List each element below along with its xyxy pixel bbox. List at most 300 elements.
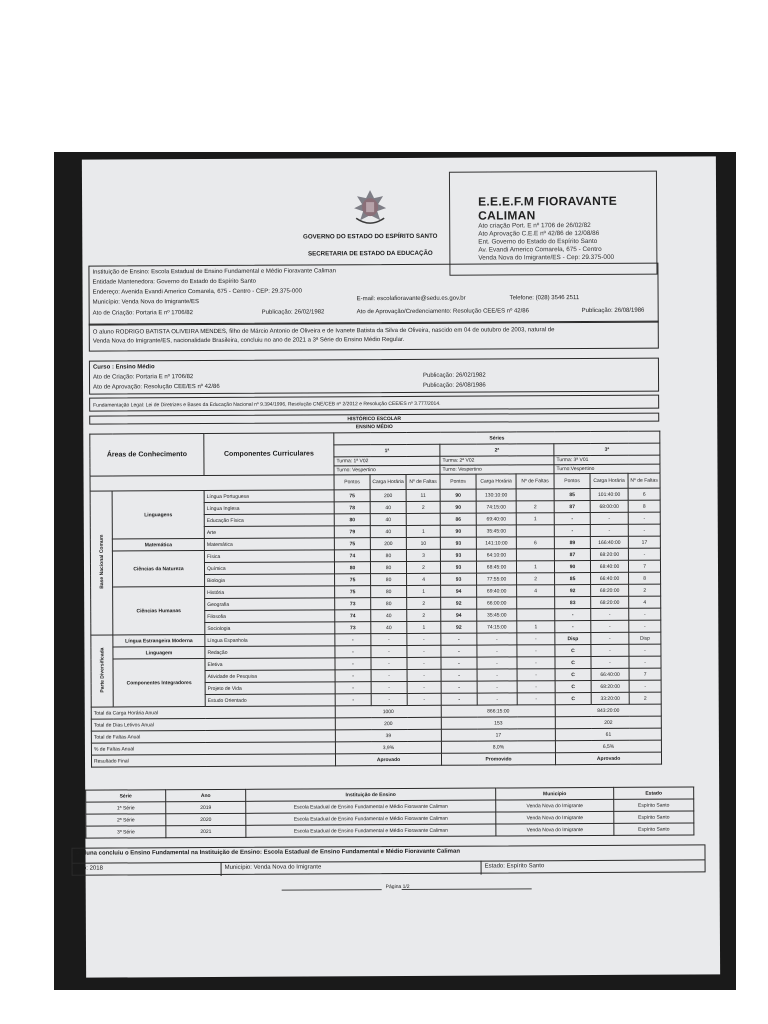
grade-cell — [517, 597, 555, 609]
institution-line: Município: Venda Nova do Imigrante/ES — [92, 299, 200, 306]
grade-cell: - — [517, 657, 555, 669]
legal-box — [89, 395, 659, 412]
divider — [221, 862, 222, 876]
component-name: História — [205, 586, 335, 599]
grade-cell: 80 — [334, 562, 370, 574]
base-nacional-label — [90, 491, 113, 635]
faltas-header: Nº de Faltas — [628, 473, 660, 488]
turno-label: Turno: Vespertino — [334, 465, 440, 475]
component-name: Educação Física — [204, 514, 334, 527]
history-cell-inst: Escola Estadual de Ensino Fundamental e Médio Fioravante Caliman — [246, 812, 496, 825]
course-box — [89, 358, 659, 395]
grade-cell: - — [629, 620, 661, 632]
signature-line — [282, 889, 382, 891]
grade-cell: 10 — [406, 537, 440, 549]
series-header: Séries — [334, 431, 660, 445]
grade-cell: - — [407, 681, 441, 693]
component-name: Biologia — [205, 574, 335, 587]
component-name: Atividade de Pesquisa — [205, 670, 335, 683]
turno-label: Turno:Vespertino — [554, 464, 660, 474]
turma-label: Turma: 3ª V01 — [554, 455, 660, 465]
history-header-serie: Série — [86, 790, 166, 802]
grade-cell: - — [590, 512, 628, 524]
carga-header: Carga Horária — [590, 473, 628, 488]
grade-cell: - — [441, 645, 477, 657]
area-label: Matemática — [112, 539, 204, 551]
totals-label: Resultado Final — [91, 754, 335, 767]
grade-cell: - — [517, 681, 555, 693]
grade-cell: - — [441, 657, 477, 669]
institution-line: Publicação: 26/02/1982 — [261, 309, 325, 316]
grade-cell: - — [629, 680, 661, 692]
grade-cell: 92 — [441, 597, 477, 609]
fundamental-line: A aluna concluiu o Ensino Fundamental na Instituição de Ensino: Escola Estadual de Ensino Fundamental e Médio Fioravante Caliman — [75, 848, 461, 857]
grade-cell: 40 — [370, 501, 406, 513]
history-cell-serie: 2ª Série — [86, 814, 166, 826]
pontos-header: Pontos — [554, 474, 590, 489]
grade-cell: 69:40:00 — [477, 585, 517, 597]
grade-cell: 2 — [629, 584, 661, 596]
fundamental-ano: Ano: 2018 — [75, 865, 103, 872]
carga-header: Carga Horária — [476, 474, 516, 489]
totals-value: 1000 — [335, 705, 441, 718]
parte-diversificada-text: Parte Diversificada — [98, 647, 106, 693]
turma-label: Turma: 1ª V02 — [334, 456, 440, 466]
history-header-ano: Ano — [166, 789, 246, 801]
grade-cell: 68:45:00 — [476, 561, 516, 573]
school-stamp-line: Ato criação Port. E nº 1706 de 26/02/82 — [478, 222, 591, 230]
grade-cell: - — [554, 513, 590, 525]
grade-cell: 200 — [370, 489, 406, 501]
totals-row — [91, 752, 661, 767]
grade-cell: 68:40:00 — [590, 560, 628, 572]
grade-cell: - — [407, 633, 441, 645]
course-line: Ato de Aprovação: Resolução CEE/ES nº 42/86 — [93, 383, 220, 391]
faltas-header: Nº de Faltas — [406, 474, 440, 489]
component-name: Arte — [204, 526, 334, 539]
grade-cell: 66:00:00 — [477, 597, 517, 609]
grade-cell: 74 — [335, 610, 371, 622]
grade-cell: - — [591, 656, 629, 668]
divider — [481, 861, 482, 875]
component-name: Língua Inglesa — [204, 502, 334, 515]
grade-cell: 1 — [517, 621, 555, 633]
grade-cell: 200 — [370, 537, 406, 549]
grade-cell: 75 — [334, 490, 370, 502]
grade-cell: - — [477, 669, 517, 681]
grade-cell — [516, 525, 554, 537]
component-name: Projeto de Vida — [205, 682, 335, 695]
grade-cell: - — [477, 633, 517, 645]
grade-cell: 90 — [440, 501, 476, 513]
history-cell-inst: Escola Estadual de Ensino Fundamental e Médio Fioravante Caliman — [246, 824, 496, 837]
history-header-estado: Estado — [614, 787, 694, 799]
grade-cell: 68:20:00 — [590, 548, 628, 560]
grade-cell: 2 — [517, 573, 555, 585]
history-cell-ano: 2020 — [166, 813, 246, 825]
document-page — [75, 156, 720, 977]
school-stamp-box — [449, 171, 658, 276]
grade-cell: 74:15:00 — [476, 501, 516, 513]
grade-cell: C — [555, 657, 591, 669]
grade-cell: 85 — [555, 573, 591, 585]
totals-value: 153 — [441, 717, 555, 730]
grade-cell: 11 — [406, 489, 440, 501]
faltas-header: Nº de Faltas — [516, 474, 554, 489]
grade-cell: 68:20:00 — [591, 584, 629, 596]
grade-cell: 94 — [441, 585, 477, 597]
gov-title: GOVERNO DO ESTADO DO ESPÍRITO SANTO — [303, 232, 438, 241]
grade-cell: 93 — [440, 537, 476, 549]
grade-cell: 93 — [440, 549, 476, 561]
base-nacional-text: Base Nacional Comum — [98, 534, 105, 590]
history-table — [85, 786, 694, 838]
grade-cell: 80 — [371, 597, 407, 609]
totals-value: Aprovado — [335, 753, 441, 766]
grade-cell: - — [517, 669, 555, 681]
grade-cell: - — [371, 669, 407, 681]
area-label: Linguagem — [113, 647, 205, 659]
grade-cell: - — [477, 645, 517, 657]
totals-value: 866:15:00 — [441, 705, 555, 718]
component-name: Redação — [205, 646, 335, 659]
grade-cell: 3 — [406, 549, 440, 561]
grade-cell: 68:20:00 — [591, 596, 629, 608]
history-header-municipio: Município — [496, 787, 614, 800]
grade-cell: - — [591, 644, 629, 656]
grade-cell: 92 — [441, 621, 477, 633]
course-line: Publicação: 26/02/1982 — [422, 372, 486, 379]
component-name: Química — [204, 562, 334, 575]
grade-cell: 40 — [371, 609, 407, 621]
student-text: O aluno RODRIGO BATISTA OLIVEIRA MENDES, filho de Márcio Antonio de Oliveira e de Ivanete Batista da Silva de Oliveira, nascido em 04 de outubro de 2003, natural de — [92, 327, 555, 336]
grade-cell: 73 — [335, 598, 371, 610]
componentes-header: Componentes Curriculares — [204, 433, 334, 476]
fundamental-estado: Estado: Espírito Santo — [484, 863, 545, 870]
grade-cell: 78 — [334, 502, 370, 514]
school-stamp-line: Av. Evandi Americo Comarela, 675 - Centro — [478, 245, 602, 254]
grade-cell: 64:10:00 — [476, 549, 516, 561]
state-crest-icon — [350, 188, 390, 226]
grade-cell: 68:00:00 — [590, 500, 628, 512]
area-label: Língua Estrangeira Moderna — [113, 635, 205, 647]
grade-cell: 7 — [629, 668, 661, 680]
history-cell-serie: 3ª Série — [86, 826, 166, 838]
turma-label: Turma: 2ª V02 — [440, 456, 554, 466]
institution-phone: Telefone: (028) 3546 2511 — [509, 295, 580, 302]
institution-box — [88, 263, 658, 326]
grade-cell: 87 — [554, 501, 590, 513]
grade-cell: 1 — [407, 621, 441, 633]
history-cell-mun: Venda Nova do Imigrante — [496, 799, 614, 812]
totals-value: 200 — [335, 717, 441, 730]
component-name: Estudo Orientado — [205, 694, 335, 707]
grade-cell: 33:20:00 — [591, 692, 629, 704]
school-stamp-line: Ent. Governo do Estado do Espírito Santo — [478, 237, 598, 246]
grade-cell: 94 — [441, 609, 477, 621]
grade-cell: 85 — [554, 489, 590, 501]
grade-cell: - — [628, 512, 660, 524]
grade-cell: 83 — [555, 597, 591, 609]
grade-cell: C — [555, 645, 591, 657]
grade-cell: 166:40:00 — [590, 536, 628, 548]
totals-label: Total de Faltas Anual — [91, 730, 335, 743]
grade-cell: 80 — [371, 585, 407, 597]
totals-value: Promovido — [441, 753, 555, 766]
grade-cell: 90 — [554, 561, 590, 573]
component-name: Matemática — [204, 538, 334, 551]
grade-cell: 2 — [516, 501, 554, 513]
grade-cell: 1 — [407, 585, 441, 597]
history-cell-est: Espírito Santo — [614, 799, 694, 811]
grade-cell: - — [555, 609, 591, 621]
grade-cell: 1 — [406, 525, 440, 537]
grade-cell: - — [441, 693, 477, 705]
totals-label: % de Faltas Anual — [91, 742, 335, 755]
grade-cell: 90 — [440, 489, 476, 501]
divider — [73, 859, 705, 863]
serie-number: 1ª — [334, 444, 440, 457]
grade-cell: - — [517, 633, 555, 645]
grade-cell: Disp — [629, 632, 661, 644]
grade-cell: - — [407, 693, 441, 705]
historico-title: HISTÓRICO ESCOLAR — [89, 413, 659, 425]
grade-cell: 75 — [335, 586, 371, 598]
history-cell-mun: Venda Nova do Imigrante — [496, 811, 614, 824]
fundamental-municipio: Município: Venda Nova do Imigrante — [224, 864, 322, 871]
grade-cell: 7 — [628, 560, 660, 572]
grade-cell: 4 — [407, 573, 441, 585]
totals-value: 202 — [555, 716, 661, 729]
grade-cell: 1 — [516, 513, 554, 525]
area-label: Componentes Integradores — [113, 659, 205, 707]
grade-cell: - — [517, 693, 555, 705]
grade-cell: 73 — [335, 622, 371, 634]
grade-cell: 75 — [334, 538, 370, 550]
totals-value: 17 — [441, 729, 555, 742]
grade-cell: 77:55:00 — [477, 573, 517, 585]
pontos-header: Pontos — [440, 474, 476, 489]
component-name: Eletiva — [205, 658, 335, 671]
history-row — [86, 823, 694, 838]
grade-cell: - — [591, 632, 629, 644]
grade-cell: 2 — [406, 561, 440, 573]
institution-line: Publicação: 26/08/1986 — [581, 307, 645, 315]
grade-cell: - — [371, 693, 407, 705]
grade-cell: 4 — [629, 596, 661, 608]
grade-cell: - — [371, 657, 407, 669]
grade-cell: 40 — [370, 525, 406, 537]
grade-cell: - — [590, 524, 628, 536]
pontos-header: Pontos — [334, 475, 370, 490]
totals-label: Total da Carga Horária Anual — [91, 706, 335, 719]
history-cell-ano: 2019 — [166, 801, 246, 813]
grade-cell: - — [335, 670, 371, 682]
grade-cell: - — [477, 681, 517, 693]
history-cell-ano: 2021 — [166, 825, 246, 837]
grade-cell: - — [441, 669, 477, 681]
history-cell-mun: Venda Nova do Imigrante — [496, 823, 614, 836]
grade-cell: - — [371, 645, 407, 657]
totals-value: Aprovado — [555, 752, 661, 765]
grade-cell: 4 — [517, 585, 555, 597]
totals-label: Total de Dias Letivos Anual — [91, 718, 335, 731]
component-name: Filosofia — [205, 610, 335, 623]
turno-label: Turno: Vespertino — [440, 465, 554, 475]
grade-cell: 80 — [370, 549, 406, 561]
history-header-instituicao: Instituição de Ensino — [246, 788, 496, 801]
grade-cell: 35:45:00 — [476, 525, 516, 537]
student-box — [89, 321, 659, 352]
grade-cell: 69:40:00 — [476, 513, 516, 525]
institution-email: E-mail: escolafioravante@sedu.es.gov.br — [356, 295, 466, 303]
history-cell-inst: Escola Estadual de Ensino Fundamental e Médio Fioravante Caliman — [246, 800, 496, 813]
history-cell-est: Espírito Santo — [614, 811, 694, 823]
grade-cell: 92 — [555, 585, 591, 597]
serie-number: 2ª — [440, 444, 554, 457]
institution-line: Endereço: Avenida Evandi Americo Comarela, 675 - Centro - CEP: 29.375-000 — [92, 288, 302, 296]
grade-cell: 66:40:00 — [591, 668, 629, 680]
totals-value: 6,5% — [555, 740, 661, 753]
grade-cell: 2 — [407, 597, 441, 609]
history-cell-serie: 1ª Série — [86, 802, 166, 814]
grade-cell: 8 — [629, 572, 661, 584]
grade-cell: 101:40:00 — [590, 488, 628, 500]
totals-value: 39 — [335, 729, 441, 742]
school-stamp-line: Ato Aprovação C.E.E nº 42/86 de 12/08/86 — [478, 229, 600, 238]
grade-cell: - — [407, 657, 441, 669]
grade-cell — [516, 549, 554, 561]
student-text: Venda Nova do Imigrante/ES, nacionalidade Brasileira, concluiu no ano de 2021 a 3ª Série do Ensino Médio Regular. — [92, 336, 405, 345]
grade-cell: - — [591, 620, 629, 632]
grade-cell: 66:40:00 — [591, 572, 629, 584]
school-stamp-line: Venda Nova do Imigrante/ES - Cep: 29.375-000 — [478, 253, 615, 262]
parte-diversificada-label — [91, 635, 113, 707]
grade-cell: - — [629, 608, 661, 620]
grade-cell: - — [629, 644, 661, 656]
course-line: Publicação: 26/08/1986 — [423, 382, 486, 389]
grade-cell: - — [555, 621, 591, 633]
grade-cell: 17 — [628, 536, 660, 548]
grade-cell: - — [371, 633, 407, 645]
grade-cell: - — [441, 681, 477, 693]
totals-value: 843:20:00 — [555, 704, 661, 717]
component-name: Língua Portuguesa — [204, 490, 334, 503]
institution-line: Ato de Criação: Portaria E nº 1706/82 — [92, 310, 193, 317]
grade-cell: - — [629, 656, 661, 668]
grade-cell: 6 — [516, 537, 554, 549]
carga-header: Carga Horária — [370, 474, 406, 489]
areas-header: Áreas de Conhecimento — [90, 434, 204, 477]
grade-cell: 2 — [407, 609, 441, 621]
grade-cell — [517, 609, 555, 621]
grade-cell: - — [441, 633, 477, 645]
secretaria-title: SECRETARIA DE ESTADO DA EDUCAÇÃO — [307, 249, 433, 258]
grade-cell: 86 — [440, 513, 476, 525]
institution-line: Entidade Mantenedora: Governo do Estado do Espírito Santo — [92, 278, 256, 286]
ensino-title: ENSINO MÉDIO — [355, 424, 393, 431]
grade-cell: C — [555, 669, 591, 681]
blank-cell — [90, 475, 334, 491]
grade-cell: 90 — [440, 525, 476, 537]
grade-cell: - — [335, 682, 371, 694]
course-name: Curso : Ensino Médio — [92, 364, 155, 371]
grade-cell: C — [555, 681, 591, 693]
component-name: Geografia — [205, 598, 335, 611]
grade-cell — [516, 489, 554, 501]
component-name: Física — [204, 550, 334, 563]
grade-cell: - — [335, 646, 371, 658]
grade-cell: 1 — [516, 561, 554, 573]
grade-cell: 80 — [371, 573, 407, 585]
grade-cell: 79 — [334, 526, 370, 538]
grade-cell: 35:45:00 — [477, 609, 517, 621]
grade-cell: 68:20:00 — [591, 680, 629, 692]
totals-value: 3,9% — [335, 741, 441, 754]
component-name: Língua Espanhola — [205, 634, 335, 647]
grade-cell: 74 — [334, 550, 370, 562]
grade-cell: - — [335, 634, 371, 646]
grade-cell: 75 — [335, 574, 371, 586]
grade-cell: 2 — [406, 501, 440, 513]
legal-text: Fundamentação Legal: Lei de Diretrizes e Bases da Educação Nacional nº 9.394/1996, Resolução CNE/CEB nº 2/2012 e Resolução CEE/ES nº 3.777/2014. — [93, 400, 441, 409]
grade-cell: - — [628, 548, 660, 560]
grade-cell: 89 — [554, 537, 590, 549]
grade-cell: 40 — [370, 513, 406, 525]
serie-number: 3ª — [554, 443, 660, 456]
grade-cell: 74:15:00 — [477, 621, 517, 633]
grade-cell: - — [628, 524, 660, 536]
area-label: Ciências da Natureza — [112, 551, 204, 587]
grade-cell: 87 — [554, 549, 590, 561]
grade-cell — [406, 513, 440, 525]
component-name: Sociologia — [205, 622, 335, 635]
fundamental-box — [71, 844, 705, 875]
signature-line — [402, 888, 532, 890]
grade-cell: 80 — [334, 514, 370, 526]
area-label: Linguagens — [112, 491, 204, 539]
grade-cell: 2 — [629, 692, 661, 704]
totals-value: 8,0% — [441, 741, 555, 754]
grade-cell: 80 — [370, 561, 406, 573]
course-line: Ato de Criação: Portaria E nº 1706/82 — [92, 374, 194, 381]
page-number: Página 1/2 — [385, 883, 410, 891]
grade-cell: - — [371, 681, 407, 693]
grade-cell: - — [591, 608, 629, 620]
grade-cell: 93 — [440, 561, 476, 573]
grade-cell: - — [517, 645, 555, 657]
grade-cell: - — [407, 669, 441, 681]
grade-cell: - — [407, 645, 441, 657]
grade-cell: Disp — [555, 633, 591, 645]
grade-cell: 130:10:00 — [476, 489, 516, 501]
grade-cell: 93 — [441, 573, 477, 585]
grade-cell: 6 — [628, 488, 660, 500]
totals-value: 61 — [555, 728, 661, 741]
grade-cell: - — [477, 693, 517, 705]
institution-line: Ato de Aprovação/Credenciamento: Resolução CEE/ES nº 42/86 — [356, 308, 529, 316]
grade-cell: 40 — [371, 621, 407, 633]
grade-cell: 8 — [628, 500, 660, 512]
school-stamp-name: E.E.E.F.M FIORAVANTE CALIMAN — [478, 193, 618, 223]
institution-line: Instituição de Ensino: Escola Estadual de Ensino Fundamental e Médio Fioravante Caliman — [92, 268, 336, 276]
grade-cell: - — [554, 525, 590, 537]
grade-cell: - — [335, 658, 371, 670]
history-cell-est: Espírito Santo — [614, 823, 694, 835]
grade-cell: - — [477, 657, 517, 669]
grade-cell: C — [555, 693, 591, 705]
grade-cell: - — [335, 694, 371, 706]
